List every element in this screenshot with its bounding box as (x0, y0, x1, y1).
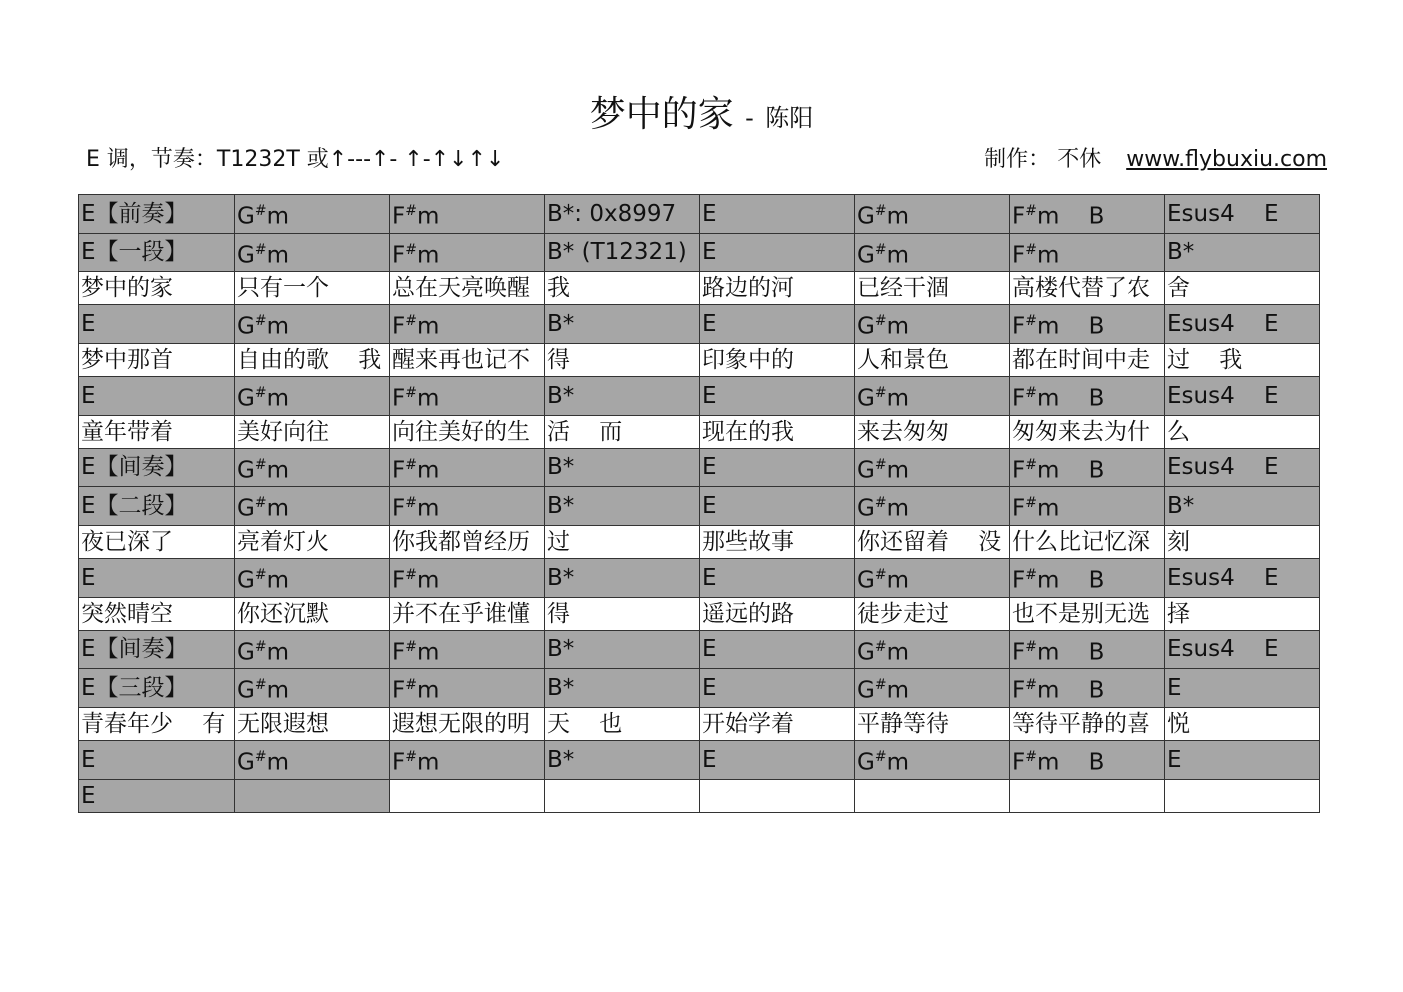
lyric-cell: 么 (1165, 415, 1320, 448)
chord-cell: B* (545, 740, 700, 779)
chord-cell: F#m B (1010, 630, 1165, 669)
lyric-cell: 夜已深了 (79, 525, 235, 558)
chord-cell: E (700, 305, 855, 344)
chord-cell: E (700, 233, 855, 272)
chord-cell: E (700, 740, 855, 779)
lyric-row (79, 272, 1320, 305)
chord-cell: F#m (390, 233, 545, 272)
chord-cell: G#m (855, 740, 1010, 779)
lyric-cell: 那些故事 (700, 525, 855, 558)
chord-cell: E (79, 558, 235, 597)
chord-cell: F#m (390, 487, 545, 526)
chord-row (79, 630, 1320, 669)
chord-row (79, 487, 1320, 526)
lyric-cell: 只有一个 (235, 272, 390, 305)
chord-cell: G#m (235, 376, 390, 415)
lyric-cell: 徒步走过 (855, 597, 1010, 630)
lyric-cell: 平静等待 (855, 707, 1010, 740)
artist-name: 陈阳 (765, 104, 814, 132)
chord-cell: F#m B (1010, 669, 1165, 708)
chord-cell: Esus4 E (1165, 376, 1320, 415)
lyric-cell: 你我都曾经历 (390, 525, 545, 558)
chord-cell (855, 779, 1010, 812)
chord-cell: F#m (390, 558, 545, 597)
chord-cell: E【间奏】 (79, 448, 235, 487)
key-and-rhythm: E 调，节奏：T1232T 或↑---↑- ↑-↑↓↑↓ (86, 147, 505, 172)
credit-author: 不休 (1057, 147, 1102, 172)
chord-cell: E (700, 630, 855, 669)
chord-cell: E【三段】 (79, 669, 235, 708)
chord-row (79, 740, 1320, 779)
chord-row (79, 195, 1320, 234)
chord-cell: F#m (390, 376, 545, 415)
song-title-line (0, 93, 1403, 140)
chord-row (79, 233, 1320, 272)
lyric-row (79, 597, 1320, 630)
chord-cell: F#m B (1010, 448, 1165, 487)
lyric-row (79, 707, 1320, 740)
lyric-cell: 自由的歌 我 (235, 343, 390, 376)
chord-cell: F#m B (1010, 740, 1165, 779)
lyric-cell: 你还沉默 (235, 597, 390, 630)
chord-row (79, 558, 1320, 597)
chord-cell: B* (545, 376, 700, 415)
chord-cell: Esus4 E (1165, 195, 1320, 234)
lyric-row (79, 525, 1320, 558)
chord-cell: B* (1165, 487, 1320, 526)
chord-row (79, 669, 1320, 708)
chord-cell: G#m (235, 630, 390, 669)
chord-cell: G#m (235, 740, 390, 779)
chord-cell: F#m (390, 195, 545, 234)
lyric-row (79, 415, 1320, 448)
chord-cell: G#m (235, 669, 390, 708)
chord-cell: G#m (855, 558, 1010, 597)
lyric-cell: 并不在乎谁懂 (390, 597, 545, 630)
chord-cell: Esus4 E (1165, 630, 1320, 669)
lyric-row (79, 343, 1320, 376)
chord-cell: E (79, 779, 235, 812)
chord-cell: G#m (855, 487, 1010, 526)
chord-cell: G#m (855, 233, 1010, 272)
credit-line (984, 143, 1327, 177)
chord-cell: B* (545, 630, 700, 669)
chord-cell: G#m (235, 305, 390, 344)
lyric-cell: 梦中那首 (79, 343, 235, 376)
chord-cell: G#m (235, 233, 390, 272)
chord-cell: B*: 0x8997 (545, 195, 700, 234)
chord-cell: E (1165, 740, 1320, 779)
chord-cell: Esus4 E (1165, 305, 1320, 344)
lyric-cell: 遥远的路 (700, 597, 855, 630)
chord-cell: E (79, 305, 235, 344)
chord-cell: F#m (1010, 233, 1165, 272)
chord-row (79, 448, 1320, 487)
chord-chart-table (78, 194, 1320, 813)
chord-cell: E (700, 195, 855, 234)
chord-cell: G#m (235, 487, 390, 526)
chord-cell: Esus4 E (1165, 448, 1320, 487)
chord-cell: E (700, 376, 855, 415)
chord-cell: E【前奏】 (79, 195, 235, 234)
chord-cell: G#m (855, 376, 1010, 415)
chord-cell: F#m B (1010, 376, 1165, 415)
lyric-cell: 梦中的家 (79, 272, 235, 305)
chord-cell: E (700, 448, 855, 487)
chord-cell (1165, 779, 1320, 812)
lyric-cell: 过 (545, 525, 700, 558)
chord-cell: G#m (855, 305, 1010, 344)
lyric-cell: 都在时间中走 (1010, 343, 1165, 376)
lyric-cell: 童年带着 (79, 415, 235, 448)
chord-cell: B* (1165, 233, 1320, 272)
chord-cell: G#m (855, 195, 1010, 234)
chord-cell (700, 779, 855, 812)
chord-cell: E (700, 558, 855, 597)
lyric-cell: 路边的河 (700, 272, 855, 305)
chord-cell: F#m B (1010, 195, 1165, 234)
chord-cell: E (79, 740, 235, 779)
lyric-cell: 醒来再也记不 (390, 343, 545, 376)
chord-row (79, 376, 1320, 415)
lyric-cell: 刻 (1165, 525, 1320, 558)
chord-cell (390, 779, 545, 812)
chord-cell: B* (545, 448, 700, 487)
chord-cell: F#m (390, 669, 545, 708)
chord-row (79, 305, 1320, 344)
chord-cell: F#m B (1010, 558, 1165, 597)
lyric-cell: 择 (1165, 597, 1320, 630)
chord-cell: B* (545, 487, 700, 526)
lyric-cell: 得 (545, 597, 700, 630)
chord-cell: E【一段】 (79, 233, 235, 272)
chord-cell: Esus4 E (1165, 558, 1320, 597)
lyric-cell: 已经干涸 (855, 272, 1010, 305)
lyric-cell: 青春年少 有 (79, 707, 235, 740)
title-separator: - (745, 104, 754, 132)
lyric-cell: 悦 (1165, 707, 1320, 740)
lyric-cell: 开始学着 (700, 707, 855, 740)
lyric-cell: 美好向往 (235, 415, 390, 448)
chord-cell: G#m (235, 558, 390, 597)
chord-cell: G#m (855, 630, 1010, 669)
lyric-cell: 人和景色 (855, 343, 1010, 376)
lyric-cell: 亮着灯火 (235, 525, 390, 558)
lyric-cell: 过 我 (1165, 343, 1320, 376)
chord-cell: G#m (235, 448, 390, 487)
chord-cell (235, 779, 390, 812)
chord-cell: B* (545, 669, 700, 708)
lyric-cell: 高楼代替了农 (1010, 272, 1165, 305)
song-title: 梦中的家 (589, 94, 734, 135)
lyric-cell: 舍 (1165, 272, 1320, 305)
chord-cell: F#m B (1010, 305, 1165, 344)
chord-cell: G#m (855, 448, 1010, 487)
website-link[interactable]: www.flybuxiu.com (1126, 147, 1327, 172)
lyric-cell: 得 (545, 343, 700, 376)
credit-label: 制作： (984, 147, 1051, 172)
lyric-cell: 天 也 (545, 707, 700, 740)
lyric-cell: 也不是别无选 (1010, 597, 1165, 630)
chord-cell: B* (545, 305, 700, 344)
lyric-cell: 活 而 (545, 415, 700, 448)
chord-cell: F#m (390, 740, 545, 779)
lyric-cell: 突然晴空 (79, 597, 235, 630)
lyric-cell: 遐想无限的明 (390, 707, 545, 740)
lyric-cell: 匆匆来去为什 (1010, 415, 1165, 448)
lyric-cell: 来去匆匆 (855, 415, 1010, 448)
lyric-cell: 总在天亮唤醒 (390, 272, 545, 305)
chord-cell: B* (T12321) (545, 233, 700, 272)
lyric-cell: 等待平静的喜 (1010, 707, 1165, 740)
chord-cell: G#m (855, 669, 1010, 708)
lyric-cell: 无限遐想 (235, 707, 390, 740)
lyric-cell: 你还留着 没 (855, 525, 1010, 558)
chord-cell (1010, 779, 1165, 812)
chord-cell: E (79, 376, 235, 415)
chord-cell: F#m (390, 630, 545, 669)
chord-cell: E (700, 669, 855, 708)
lyric-cell: 什么比记忆深 (1010, 525, 1165, 558)
chord-cell: F#m (390, 305, 545, 344)
lyric-cell: 向往美好的生 (390, 415, 545, 448)
lyric-cell: 现在的我 (700, 415, 855, 448)
chord-row (79, 779, 1320, 812)
chord-cell: E (700, 487, 855, 526)
lyric-cell: 印象中的 (700, 343, 855, 376)
chord-cell (545, 779, 700, 812)
chord-cell: F#m (1010, 487, 1165, 526)
chord-cell: B* (545, 558, 700, 597)
chord-cell: G#m (235, 195, 390, 234)
chord-cell: F#m (390, 448, 545, 487)
chord-cell: E【二段】 (79, 487, 235, 526)
chord-cell: E (1165, 669, 1320, 708)
chord-cell: E【间奏】 (79, 630, 235, 669)
lyric-cell: 我 (545, 272, 700, 305)
